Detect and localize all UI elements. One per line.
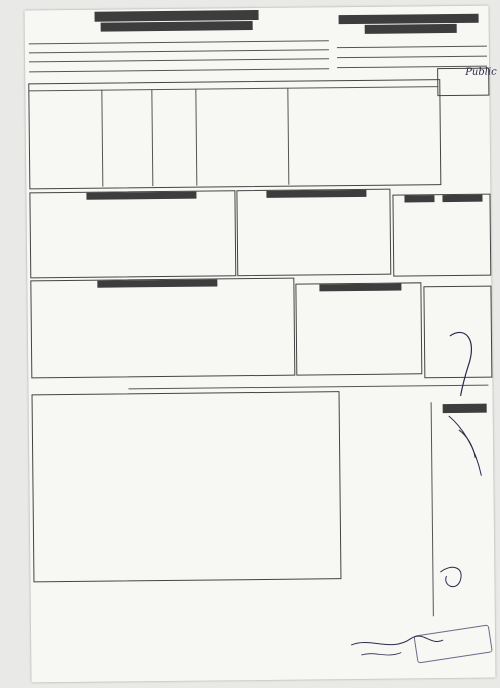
via-publica-mark: Public (465, 66, 497, 78)
handwriting-strokes (24, 6, 495, 683)
emergency-form-page (24, 6, 495, 683)
